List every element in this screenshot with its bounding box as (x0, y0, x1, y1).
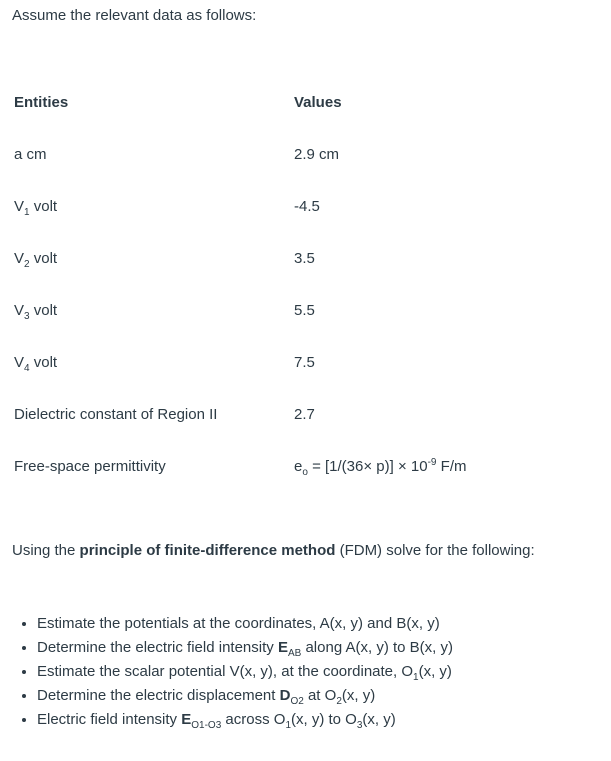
value-subscript: o (302, 466, 308, 478)
task-text: across O (221, 711, 286, 728)
entity-main: V (14, 249, 25, 267)
task-bold: E (181, 711, 192, 728)
values-header: Values (294, 93, 342, 111)
list-item (37, 708, 453, 732)
entity-cell: a cm (14, 145, 47, 163)
entity-tail: volt (29, 249, 58, 267)
task-intro-before: Using the (12, 542, 80, 559)
entity-main: V (14, 353, 25, 371)
entities-header: Entities (14, 93, 69, 111)
entity-main: V (14, 197, 25, 215)
task-text: (x, y) (341, 687, 376, 704)
entity-subscript: 3 (24, 310, 30, 322)
task-text: (x, y) (418, 663, 452, 680)
value-mid: = [1/(36× p)] × 10 (307, 457, 428, 475)
entity-cell (0, 284, 294, 336)
task-sub: 2 (336, 696, 342, 707)
task-sub: 1 (413, 672, 419, 683)
entity-cell: Dielectric constant of Region II (14, 405, 218, 423)
list-item (37, 684, 453, 708)
task-text: Determine the electric field intensity (37, 639, 278, 656)
list-item (37, 660, 453, 684)
value-cell: 7.5 (294, 353, 315, 371)
table-row (0, 128, 611, 180)
value-superscript: -9 (427, 456, 437, 468)
task-text: Electric field intensity (37, 711, 182, 728)
value-cell: 2.9 cm (294, 145, 340, 163)
list-item (37, 612, 453, 636)
task-text: at O (303, 687, 337, 704)
entity-main: V (14, 301, 25, 319)
entity-tail: volt (29, 353, 58, 371)
value-main: e (294, 457, 303, 475)
task-bold: D (279, 687, 291, 704)
task-text: (x, y) (362, 711, 396, 728)
task-sub: 1 (285, 720, 292, 731)
value-cell: 5.5 (294, 301, 315, 319)
entity-tail: volt (29, 301, 58, 319)
entity-cell (0, 180, 294, 232)
table-row (0, 388, 611, 440)
data-table (0, 76, 611, 492)
task-text: Estimate the potentials at the coordinates, A(x, y) and B(x, y) (37, 615, 440, 632)
list-item (37, 636, 453, 660)
task-text: (x, y) to O (291, 711, 357, 728)
task-intro-after: (FDM) solve for the following: (335, 542, 535, 559)
task-bold-sub: O2 (290, 696, 304, 707)
task-bold-sub: AB (287, 648, 302, 659)
entity-subscript: 1 (24, 206, 30, 218)
task-bold: E (277, 639, 288, 656)
entity-subscript: 2 (24, 258, 30, 270)
entity-tail: volt (29, 197, 58, 215)
value-tail: F/m (436, 457, 467, 475)
table-row (0, 336, 611, 388)
task-text: Estimate the scalar potential V(x, y), at the coordinate, O (37, 663, 414, 680)
value-cell: -4.5 (294, 197, 320, 215)
task-text: Determine the electric displacement (37, 687, 280, 704)
entity-cell (0, 232, 294, 284)
task-sub: 3 (356, 720, 363, 731)
value-cell: 2.7 (294, 405, 315, 423)
value-cell (294, 440, 611, 492)
task-list (19, 612, 453, 732)
table-row (0, 232, 611, 284)
task-text: along A(x, y) to B(x, y) (301, 639, 454, 656)
intro-text: Assume the relevant data as follows: (12, 7, 257, 24)
table-row (0, 180, 611, 232)
table-header-row (0, 76, 611, 128)
table-row (0, 284, 611, 336)
value-cell: 3.5 (294, 249, 315, 267)
entity-subscript: 4 (24, 362, 30, 374)
task-intro (12, 542, 535, 559)
entity-cell: Free-space permittivity (14, 457, 166, 475)
task-intro-bold: principle of finite-difference method (79, 542, 336, 559)
task-bold-sub: O1-O3 (191, 720, 222, 731)
entity-cell (0, 336, 294, 388)
table-row (0, 440, 611, 492)
